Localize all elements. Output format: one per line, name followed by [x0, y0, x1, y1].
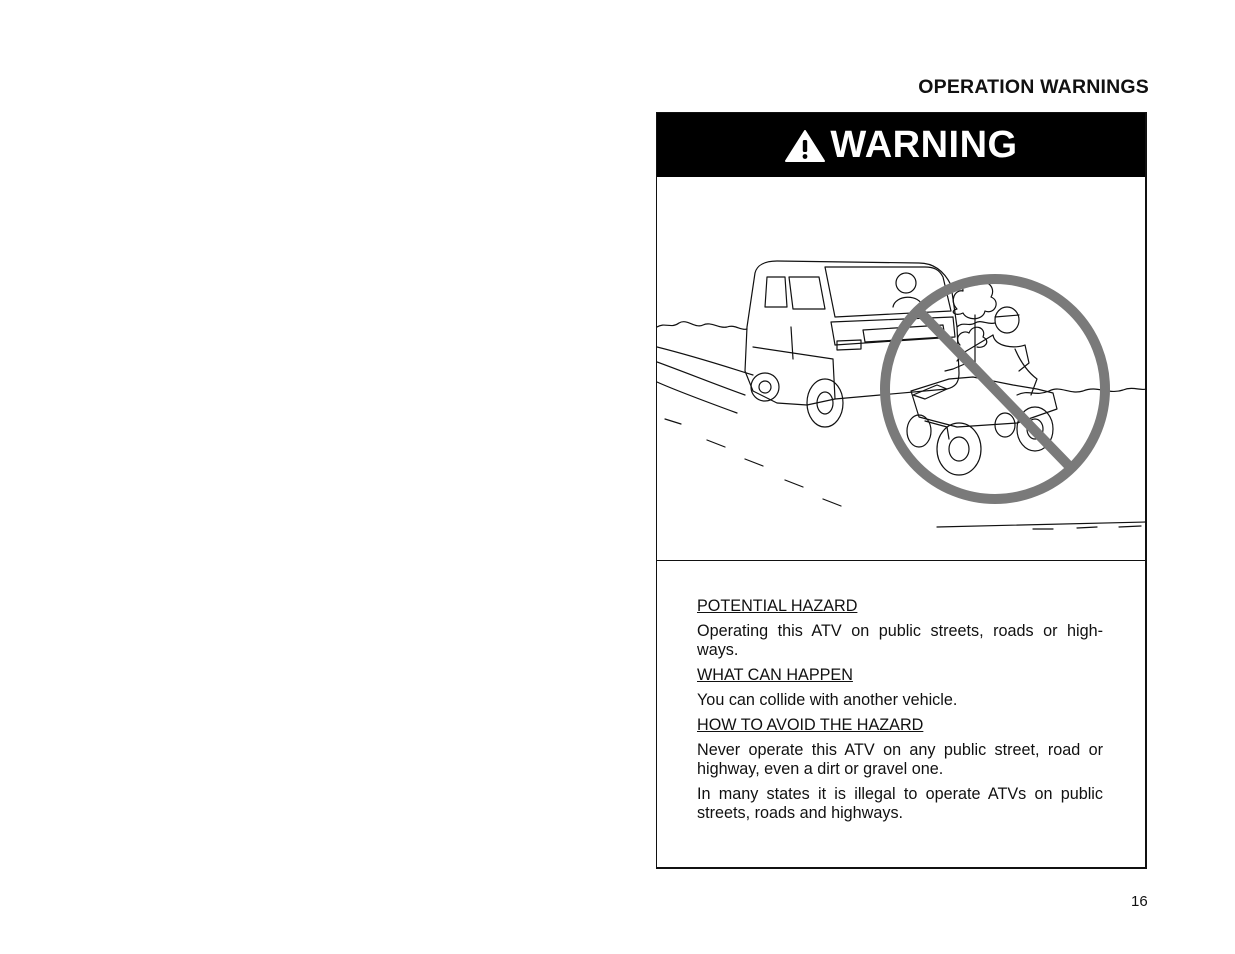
what-can-happen-heading: WHAT CAN HAPPEN	[697, 666, 853, 684]
potential-hazard-heading: POTENTIAL HAZARD	[697, 597, 858, 615]
page-number: 16	[1131, 893, 1148, 910]
warning-header	[657, 113, 1145, 177]
warning-triangle-icon	[784, 129, 826, 163]
what-can-happen-text: You can collide with another vehicle.	[697, 691, 958, 709]
hazard-illustration	[657, 177, 1145, 561]
section-title: OPERATION WARNINGS	[918, 76, 1149, 98]
warning-text-body	[657, 561, 1145, 823]
how-to-avoid-text-1: Never operate this ATV on any public street, road or highway, even a dirt or gravel one.	[697, 741, 1103, 778]
how-to-avoid-text-2: In many states it is illegal to operate ATVs on public streets, roads and highways.	[697, 785, 1103, 822]
how-to-avoid-heading: HOW TO AVOID THE HAZARD	[697, 716, 924, 734]
potential-hazard-text: Operating this ATV on public streets, roads or high-ways.	[697, 622, 1103, 659]
warning-title: WARNING	[830, 123, 1018, 166]
warning-box	[656, 112, 1147, 869]
van-and-atv-illustration	[657, 177, 1146, 560]
